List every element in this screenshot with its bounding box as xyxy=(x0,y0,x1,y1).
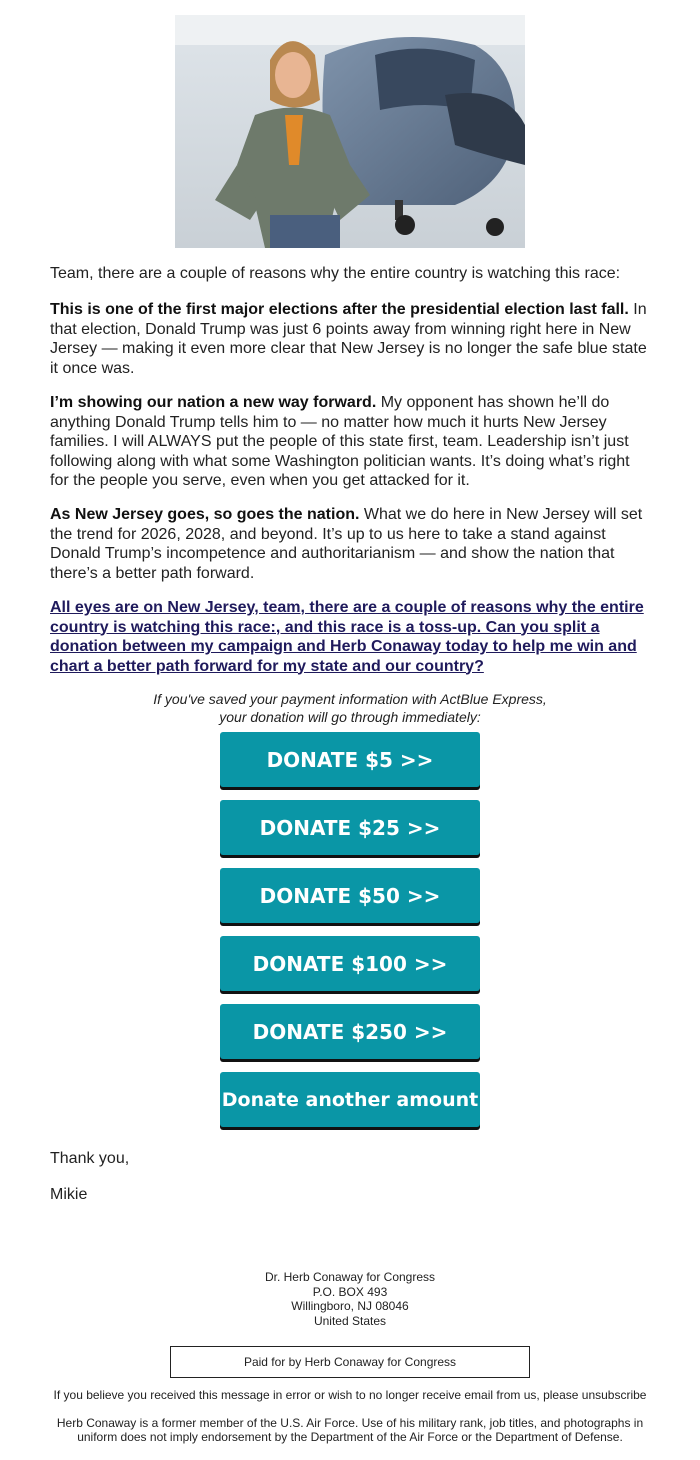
paragraph-3-bold: As New Jersey goes, so goes the nation. xyxy=(50,506,360,523)
donate-50-button[interactable]: DONATE $50 >> xyxy=(220,868,480,923)
paragraph-1-bold: This is one of the first major elections after the presidential election last fall. xyxy=(50,301,629,318)
paragraph-2-bold: I’m showing our nation a new way forward. xyxy=(50,394,377,411)
donate-250-button[interactable]: DONATE $250 >> xyxy=(220,1004,480,1059)
paragraph-3-text: What we do here in New Jersey will set the trend for 2026, 2028, and beyond. It’s up to us here to take a stand against Donald Trump’s incompetence and authoritarianism — and show the nation that there’s a better path forward. xyxy=(50,506,643,582)
paragraph-2 xyxy=(50,393,650,491)
paid-for-disclaimer-box xyxy=(170,1346,530,1378)
cta-link-text[interactable]: All eyes are on New Jersey, team, there are a couple of reasons why the entire country is watching this race:, and this race is a toss-up. Can you split a donation between my campaign and Herb Conaway today to help me win and chart a better path forward for my state and our country? xyxy=(50,599,644,675)
paragraph-1 xyxy=(50,300,650,378)
intro-text: Team, there are a couple of reasons why the entire country is watching this race: xyxy=(50,265,621,282)
donate-other-amount-button[interactable]: Donate another amount xyxy=(220,1072,480,1127)
paragraph-1-text: In that election, Donald Trump was just 6 points away from winning right here in New Jersey — making it even more clear that New Jersey is no longer the safe blue state it once was. xyxy=(50,301,647,377)
actblue-express-note xyxy=(50,690,650,726)
unsubscribe-text[interactable]: If you believe you received this message in error or wish to no longer receive email from us, please unsubscribe xyxy=(53,1388,647,1402)
donate-5-button[interactable]: DONATE $5 >> xyxy=(220,732,480,787)
signoff-name: Mikie xyxy=(50,1186,88,1203)
paragraph-3 xyxy=(50,505,650,583)
address-line-3: Willingboro, NJ 08046 xyxy=(291,1299,409,1313)
donation-cta-link[interactable] xyxy=(50,598,650,676)
hero-photo xyxy=(175,15,525,248)
intro-paragraph xyxy=(50,264,650,284)
express-note-line2: your donation will go through immediately: xyxy=(219,709,481,725)
address-line-1: Dr. Herb Conaway for Congress xyxy=(264,1270,436,1284)
footer-address xyxy=(0,1270,700,1328)
signoff-thanks: Thank you, xyxy=(50,1150,130,1167)
donate-25-button[interactable]: DONATE $25 >> xyxy=(220,800,480,855)
express-note-line1: If you've saved your payment information with ActBlue Express, xyxy=(153,691,547,707)
address-line-4: United States xyxy=(313,1313,387,1328)
military-disclaimer: Herb Conaway is a former member of the U.S. Air Force. Use of his military rank, job titles, and photographs in uniform does not imply endorsement by the Department of the Air Force or the Department of Defense. xyxy=(56,1416,644,1444)
donate-100-button[interactable]: DONATE $100 >> xyxy=(220,936,480,991)
paid-for-text: Paid for by Herb Conaway for Congress xyxy=(243,1355,457,1369)
paragraph-2-text: My opponent has shown he’ll do anything Donald Trump tells him to — no matter how much it hurts New Jersey families. I will ALWAYS put the people of this state first, team. Leadership isn’t just following along with what some Washington politician wants. It’s doing what’s right for the people you serve, even when you get attacked for it. xyxy=(50,394,630,489)
address-line-2: P.O. BOX 493 xyxy=(312,1284,388,1299)
